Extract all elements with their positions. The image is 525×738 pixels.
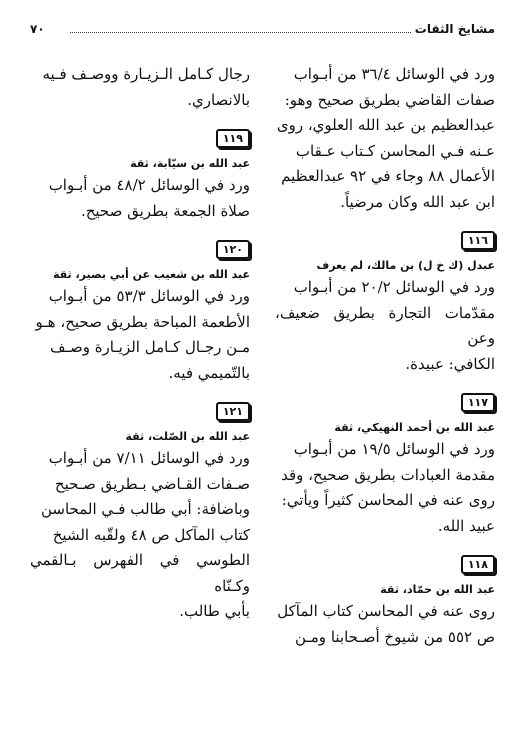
entry-text-line: روى عنه في المحاسن كتاب المآكل bbox=[277, 602, 495, 620]
entry-text-line: بالتّميمي فيه. bbox=[168, 363, 250, 382]
entry-block bbox=[275, 215, 495, 377]
entry-number-badge: ١١٩ bbox=[216, 129, 250, 148]
entry-text-line: عبيد الله. bbox=[437, 516, 495, 535]
entry-number-badge: ١٢٠ bbox=[216, 240, 250, 259]
intro-text-line: صفات القاضي بطريق صحيح وهو: bbox=[284, 90, 495, 109]
entry-name: عبد الله بن حمّاد، ثقة bbox=[380, 583, 495, 596]
leader-dots bbox=[70, 32, 411, 33]
intro-text-line: الأعمال ٨٨ وجاء في ٩٢ عبدالعظيم bbox=[281, 167, 495, 185]
entry-text-line: كتاب المآكل ص ٤٨ ولقّبه الشيخ bbox=[52, 525, 250, 544]
left-column bbox=[30, 62, 250, 625]
entry-block bbox=[275, 539, 495, 650]
entry-badge-wrap bbox=[275, 215, 495, 250]
entry-text-line: ورد في الوسائل ٢٠/٢ من أبـواب bbox=[293, 278, 495, 296]
entry-badge-wrap bbox=[30, 386, 250, 421]
entry-number-badge: ١١٨ bbox=[461, 555, 495, 574]
entry-text-line: مـن رجـال كـامل الزيـارة وصـف bbox=[50, 338, 250, 356]
entry-text-line: الطوسي في الفهرس بـالقمي وكـنّاه bbox=[30, 551, 250, 595]
entry-text-line: ص ٥٥٢ من شيوخ أصـحابنا ومـن bbox=[294, 627, 495, 646]
intro-text-line: ورد في الوسائل ٣٦/٤ من أبـواب bbox=[293, 65, 495, 83]
entry-block bbox=[30, 386, 250, 625]
entry-text-line: صـفات القـاضي بـطريق صـحيح bbox=[54, 474, 250, 493]
entry-badge-wrap bbox=[30, 224, 250, 259]
entry-text-line: صلاة الجمعة بطريق صحيح. bbox=[80, 201, 250, 220]
entry-name: عبدل (ك خ ل) بن مالك، لم يعرف bbox=[316, 259, 495, 272]
entry-text-line: بأبي طالب. bbox=[179, 602, 250, 620]
entry-text-line: ورد في الوسائل ٤٨/٢ من أبـواب bbox=[48, 176, 250, 194]
entry-text-line: وباضافة: أبي طالب فـي المحاسن bbox=[40, 500, 250, 518]
entry-name: عبد الله بن الصّلت، ثقة bbox=[125, 430, 250, 443]
entry-block bbox=[30, 224, 250, 386]
entry-name: عبد الله بن أحمد النهيكي، ثقة bbox=[334, 421, 495, 434]
entry-name: عبد الله بن سيّابة، ثقة bbox=[130, 157, 250, 170]
page-header bbox=[30, 22, 495, 42]
entry-badge-wrap bbox=[275, 377, 495, 412]
entry-block bbox=[30, 113, 250, 224]
entry-number-badge: ١٢١ bbox=[216, 402, 250, 421]
intro-text-line: رجال كـامل الـزيـارة ووصـف فـيه bbox=[42, 65, 250, 83]
page-number: ٧٠ bbox=[30, 22, 45, 36]
entry-text-line: روى عنه في المحاسن كثيراً ويأتي: bbox=[281, 491, 495, 509]
entry-text-line: مقدّمات التجارة بطريق ضعيف، وعن bbox=[275, 303, 495, 347]
entry-text-line: ورد في الوسائل ٥٣/٣ من أبـواب bbox=[48, 287, 250, 305]
entry-name: عبد الله بن شعيب عن أبي بصير، ثقة bbox=[52, 268, 250, 281]
intro-text-line: ابن عبد الله وكان مرضياً. bbox=[340, 192, 495, 211]
entry-number-badge: ١١٦ bbox=[461, 231, 495, 250]
running-title: مشايخ الثقات bbox=[414, 22, 495, 36]
intro-text-line: عـنه فـي المحاسن كـتاب عـقاب bbox=[295, 141, 495, 160]
entry-text-line: مقدمة العبادات بطريق صحيح، وقد bbox=[281, 465, 495, 484]
entry-text-line: الأطعمة المباحة بطريق صحيح، هـو bbox=[35, 312, 250, 331]
entry-number-badge: ١١٧ bbox=[461, 393, 495, 412]
entry-text-line: ورد في الوسائل ٧/١١ من أبـواب bbox=[48, 449, 250, 467]
entry-block bbox=[275, 377, 495, 539]
entry-badge-wrap bbox=[275, 539, 495, 574]
entry-badge-wrap bbox=[30, 113, 250, 148]
entry-text-line: الكافي: عبيدة. bbox=[405, 354, 495, 373]
intro-text-line: عبدالعظيم بن عبد الله العلوي، روى bbox=[276, 116, 495, 134]
entry-text-line: ورد في الوسائل ١٩/٥ من أبـواب bbox=[293, 440, 495, 458]
intro-text-line: بالانصاري. bbox=[187, 90, 250, 109]
right-column bbox=[275, 62, 495, 650]
